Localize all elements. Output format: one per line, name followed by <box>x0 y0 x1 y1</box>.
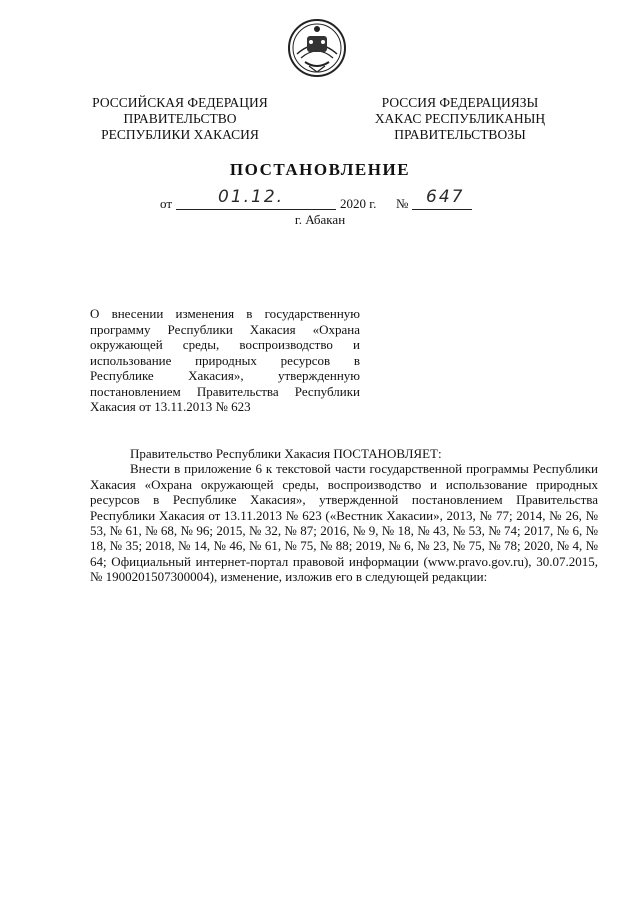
date-prefix: от <box>160 196 173 211</box>
body-paragraph-2: Внести в приложение 6 к текстовой части государственной программы Республики Хакасия «Охрана окружающей среды, воспроизводство и использование природных ресурсов в Республике Хакасия», утвержденной постановлением Правительства Республики Хакасия от 13.11.2013 № 623 («Вестник Хакасии», 2013, № 77; 2014, № 26, № 53, № 61, № 68, № 96; 2015, № 32, № 87; 2016, № 9, № 18, № 43, № 53, № 74; 2017, № 6, № 18, № 35; 2018, № 14, № 46, № 61, № 75, № 88; 2019, № 6, № 23, № 75, № 78; 2020, № 4, № 64; Официальный интернет-портал правовой информации (www.pravo.gov.ru), 30.07.2015, № 1900201507300004), изменение, изложив его в следующей редакции: <box>90 461 598 585</box>
header-right-line-3: ПРАВИТЕЛЬСТВОЗЫ <box>394 127 526 142</box>
document-title: ПОСТАНОВЛЕНИЕ <box>229 160 411 179</box>
header-right <box>355 95 565 143</box>
header-left-line-3: РЕСПУБЛИКИ ХАКАСИЯ <box>101 127 259 142</box>
header-left <box>80 95 280 143</box>
header-right-line-1: РОССИЯ ФЕДЕРАЦИЯЗЫ <box>381 95 539 110</box>
number-underline <box>412 208 472 210</box>
subject-heading: О внесении изменения в государственную программу Республики Хакасия «Охрана окружающей среды, воспроизводство и использование природных ресурсов в Республике Хакасия», утвержденную постановлением Правительства Республики Хакасия от 13.11.2013 № 623 <box>90 306 360 414</box>
date-underline <box>176 208 336 210</box>
coat-of-arms-icon <box>287 18 347 78</box>
header-left-line-2: ПРАВИТЕЛЬСТВО <box>123 111 237 126</box>
city-label: г. Абакан <box>294 212 346 227</box>
body-paragraph-1: Правительство Республики Хакасия ПОСТАНОВЛЯЕТ: <box>130 446 442 461</box>
date-line <box>160 187 500 213</box>
handwritten-date: 01.12. <box>218 187 285 207</box>
handwritten-number: 647 <box>426 187 465 207</box>
body-text <box>90 446 598 585</box>
number-sign: № <box>396 196 409 211</box>
year-label: 2020 г. <box>340 196 377 211</box>
header-left-line-1: РОССИЙСКАЯ ФЕДЕРАЦИЯ <box>92 95 268 110</box>
header-right-line-2: ХАКАС РЕСПУБЛИКАНЫҢ <box>374 111 546 126</box>
